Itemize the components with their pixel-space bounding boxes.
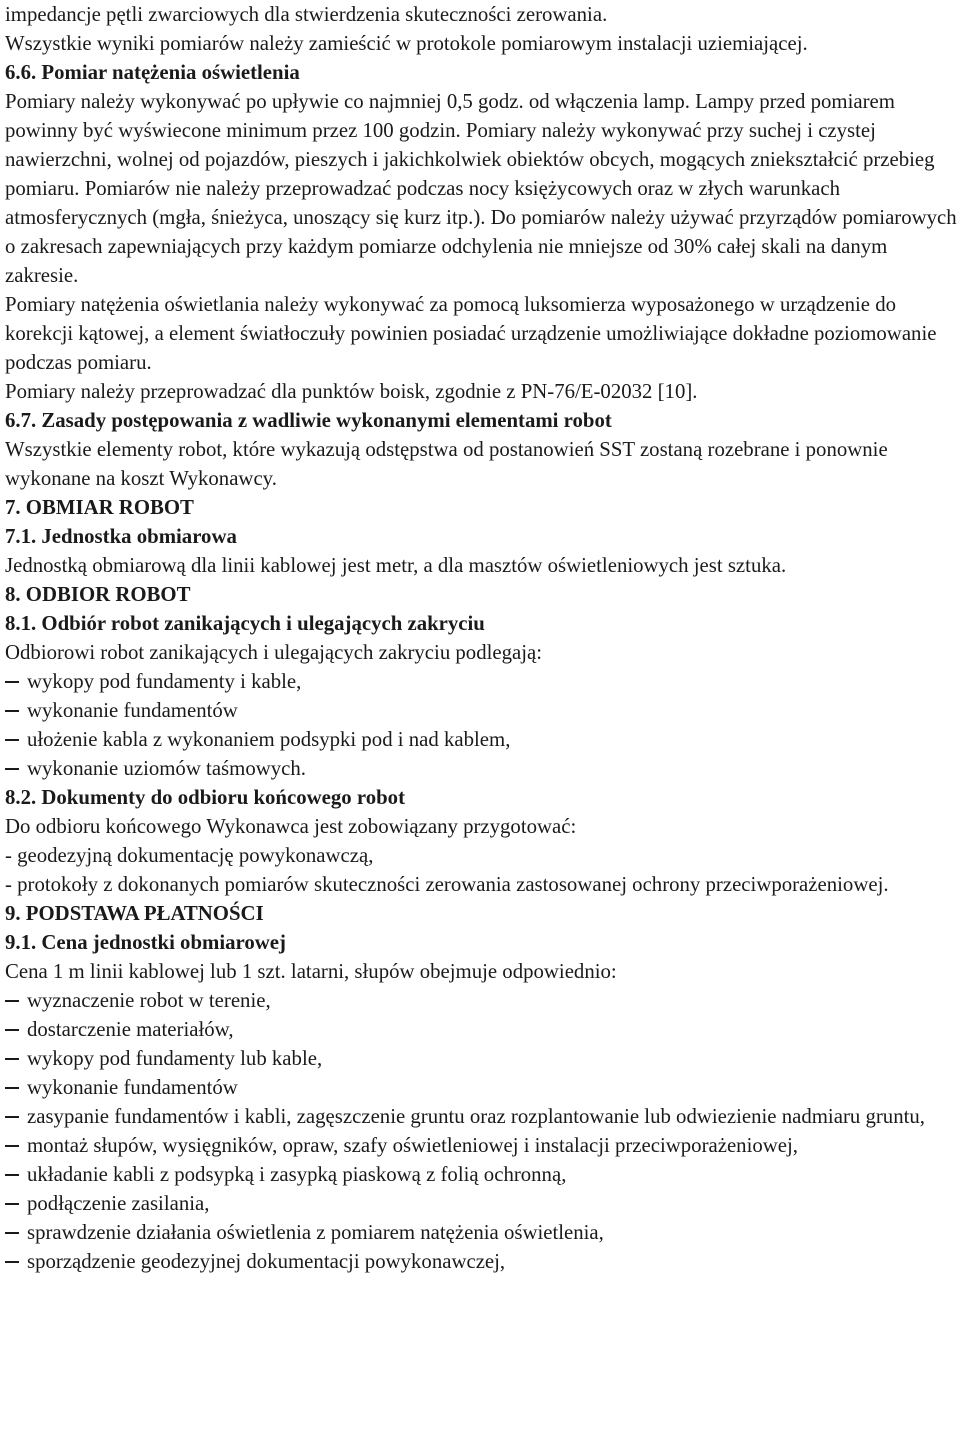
section-9-1-dash-list: [5, 986, 957, 1276]
section-6-7-heading: 6.7. Zasady postępowania z wadliwie wykonanymi elementami robot: [5, 409, 612, 432]
section-8-1-dash-list: [5, 667, 957, 783]
list-item: podłączenie zasilania,: [5, 1189, 957, 1218]
dash-bullet-icon: [5, 1203, 19, 1205]
dash-bullet-icon: [5, 1029, 19, 1031]
intro-line-2: Wszystkie wyniki pomiarów należy zamieścić w protokole pomiarowym instalacji uziemiającej.: [5, 32, 808, 55]
document-page: [5, 0, 957, 1276]
section-7-heading: 7. OBMIAR ROBOT: [5, 496, 194, 519]
list-item: montaż słupów, wysięgników, opraw, szafy oświetleniowej i instalacji przeciwporażeniowej,: [5, 1131, 957, 1160]
list-item: sporządzenie geodezyjnej dokumentacji powykonawczej,: [5, 1247, 957, 1276]
list-item: - geodezyjną dokumentację powykonawczą,: [5, 844, 374, 867]
list-item: wykopy pod fundamenty lub kable,: [5, 1044, 957, 1073]
dash-bullet-icon: [5, 1232, 19, 1234]
section-8-1-heading: 8.1. Odbiór robot zanikających i ulegających zakryciu: [5, 612, 485, 635]
section-6-6-paragraph-3: Pomiary należy przeprowadzać dla punktów boisk, zgodnie z PN-76/E-02032 [10].: [5, 380, 698, 403]
section-6-6-heading: 6.6. Pomiar natężenia oświetlenia: [5, 61, 300, 84]
dash-bullet-icon: [5, 681, 19, 683]
section-9-1-heading: 9.1. Cena jednostki obmiarowej: [5, 931, 286, 954]
dash-bullet-icon: [5, 739, 19, 741]
list-item: wyznaczenie robot w terenie,: [5, 986, 957, 1015]
dash-bullet-icon: [5, 1116, 19, 1118]
dash-bullet-icon: [5, 710, 19, 712]
dash-bullet-icon: [5, 768, 19, 770]
list-item: wykonanie uziomów taśmowych.: [5, 754, 957, 783]
list-item: ułożenie kabla z wykonaniem podsypki pod i nad kablem,: [5, 725, 957, 754]
dash-bullet-icon: [5, 1000, 19, 1002]
list-item: układanie kabli z podsypką i zasypką piaskową z folią ochronną,: [5, 1160, 957, 1189]
section-9-heading: 9. PODSTAWA PŁATNOŚCI: [5, 902, 264, 925]
dash-bullet-icon: [5, 1058, 19, 1060]
section-9-1-paragraph: Cena 1 m linii kablowej lub 1 szt. latarni, słupów obejmuje odpowiednio:: [5, 960, 617, 983]
section-8-2-paragraph: Do odbioru końcowego Wykonawca jest zobowiązany przygotować:: [5, 815, 577, 838]
section-8-1-paragraph: Odbiorowi robot zanikających i ulegających zakryciu podlegają:: [5, 641, 543, 664]
section-6-6-paragraph-2: Pomiary natężenia oświetlania należy wykonywać za pomocą luksomierza wyposażonego w urządzenie do korekcji kątowej, a element światłoczuły powinien posiadać urządzenie umożliwiające dokładne poziomowanie podczas pomiaru.: [5, 293, 937, 374]
dash-bullet-icon: [5, 1145, 19, 1147]
section-8-heading: 8. ODBIOR ROBOT: [5, 583, 191, 606]
dash-bullet-icon: [5, 1174, 19, 1176]
dash-bullet-icon: [5, 1261, 19, 1263]
list-item: sprawdzenie działania oświetlenia z pomiarem natężenia oświetlenia,: [5, 1218, 957, 1247]
section-6-7-paragraph: Wszystkie elementy robot, które wykazują odstępstwa od postanowień SST zostaną rozebrane i ponownie wykonane na koszt Wykonawcy.: [5, 438, 888, 490]
section-6-6-paragraph-1: Pomiary należy wykonywać po upływie co najmniej 0,5 godz. od włączenia lamp. Lampy przed pomiarem powinny być wyświecone minimum przez 100 godzin. Pomiary należy wykonywać przy suchej i czystej nawierzchni, wolnej od pojazdów, pieszych i jakichkolwiek obiektów obcych, mogących zniekształcić przebieg pomiaru. Pomiarów nie należy przeprowadzać podczas nocy księżycowych oraz w złych warunkach atmosferycznych (mgła, śnieżyca, unoszący się kurz itp.). Do pomiarów należy używać przyrządów pomiarowych o zakresach zapewniających przy każdym pomiarze odchylenia nie mniejsze od 30% całej skali na danym zakresie.: [5, 90, 957, 287]
section-7-1-heading: 7.1. Jednostka obmiarowa: [5, 525, 237, 548]
intro-line-1: impedancje pętli zwarciowych dla stwierdzenia skuteczności zerowania.: [5, 3, 608, 26]
list-item: zasypanie fundamentów i kabli, zagęszczenie gruntu oraz rozplantowanie lub odwiezienie nadmiaru gruntu,: [5, 1102, 957, 1131]
list-item: dostarczenie materiałów,: [5, 1015, 957, 1044]
list-item: - protokoły z dokonanych pomiarów skuteczności zerowania zastosowanej ochrony przeciwporażeniowej.: [5, 873, 889, 896]
list-item: wykopy pod fundamenty i kable,: [5, 667, 957, 696]
dash-bullet-icon: [5, 1087, 19, 1089]
list-item: wykonanie fundamentów: [5, 1073, 957, 1102]
section-7-1-paragraph: Jednostką obmiarową dla linii kablowej jest metr, a dla masztów oświetleniowych jest sztuka.: [5, 554, 787, 577]
section-8-2-heading: 8.2. Dokumenty do odbioru końcowego robot: [5, 786, 406, 809]
list-item: wykonanie fundamentów: [5, 696, 957, 725]
